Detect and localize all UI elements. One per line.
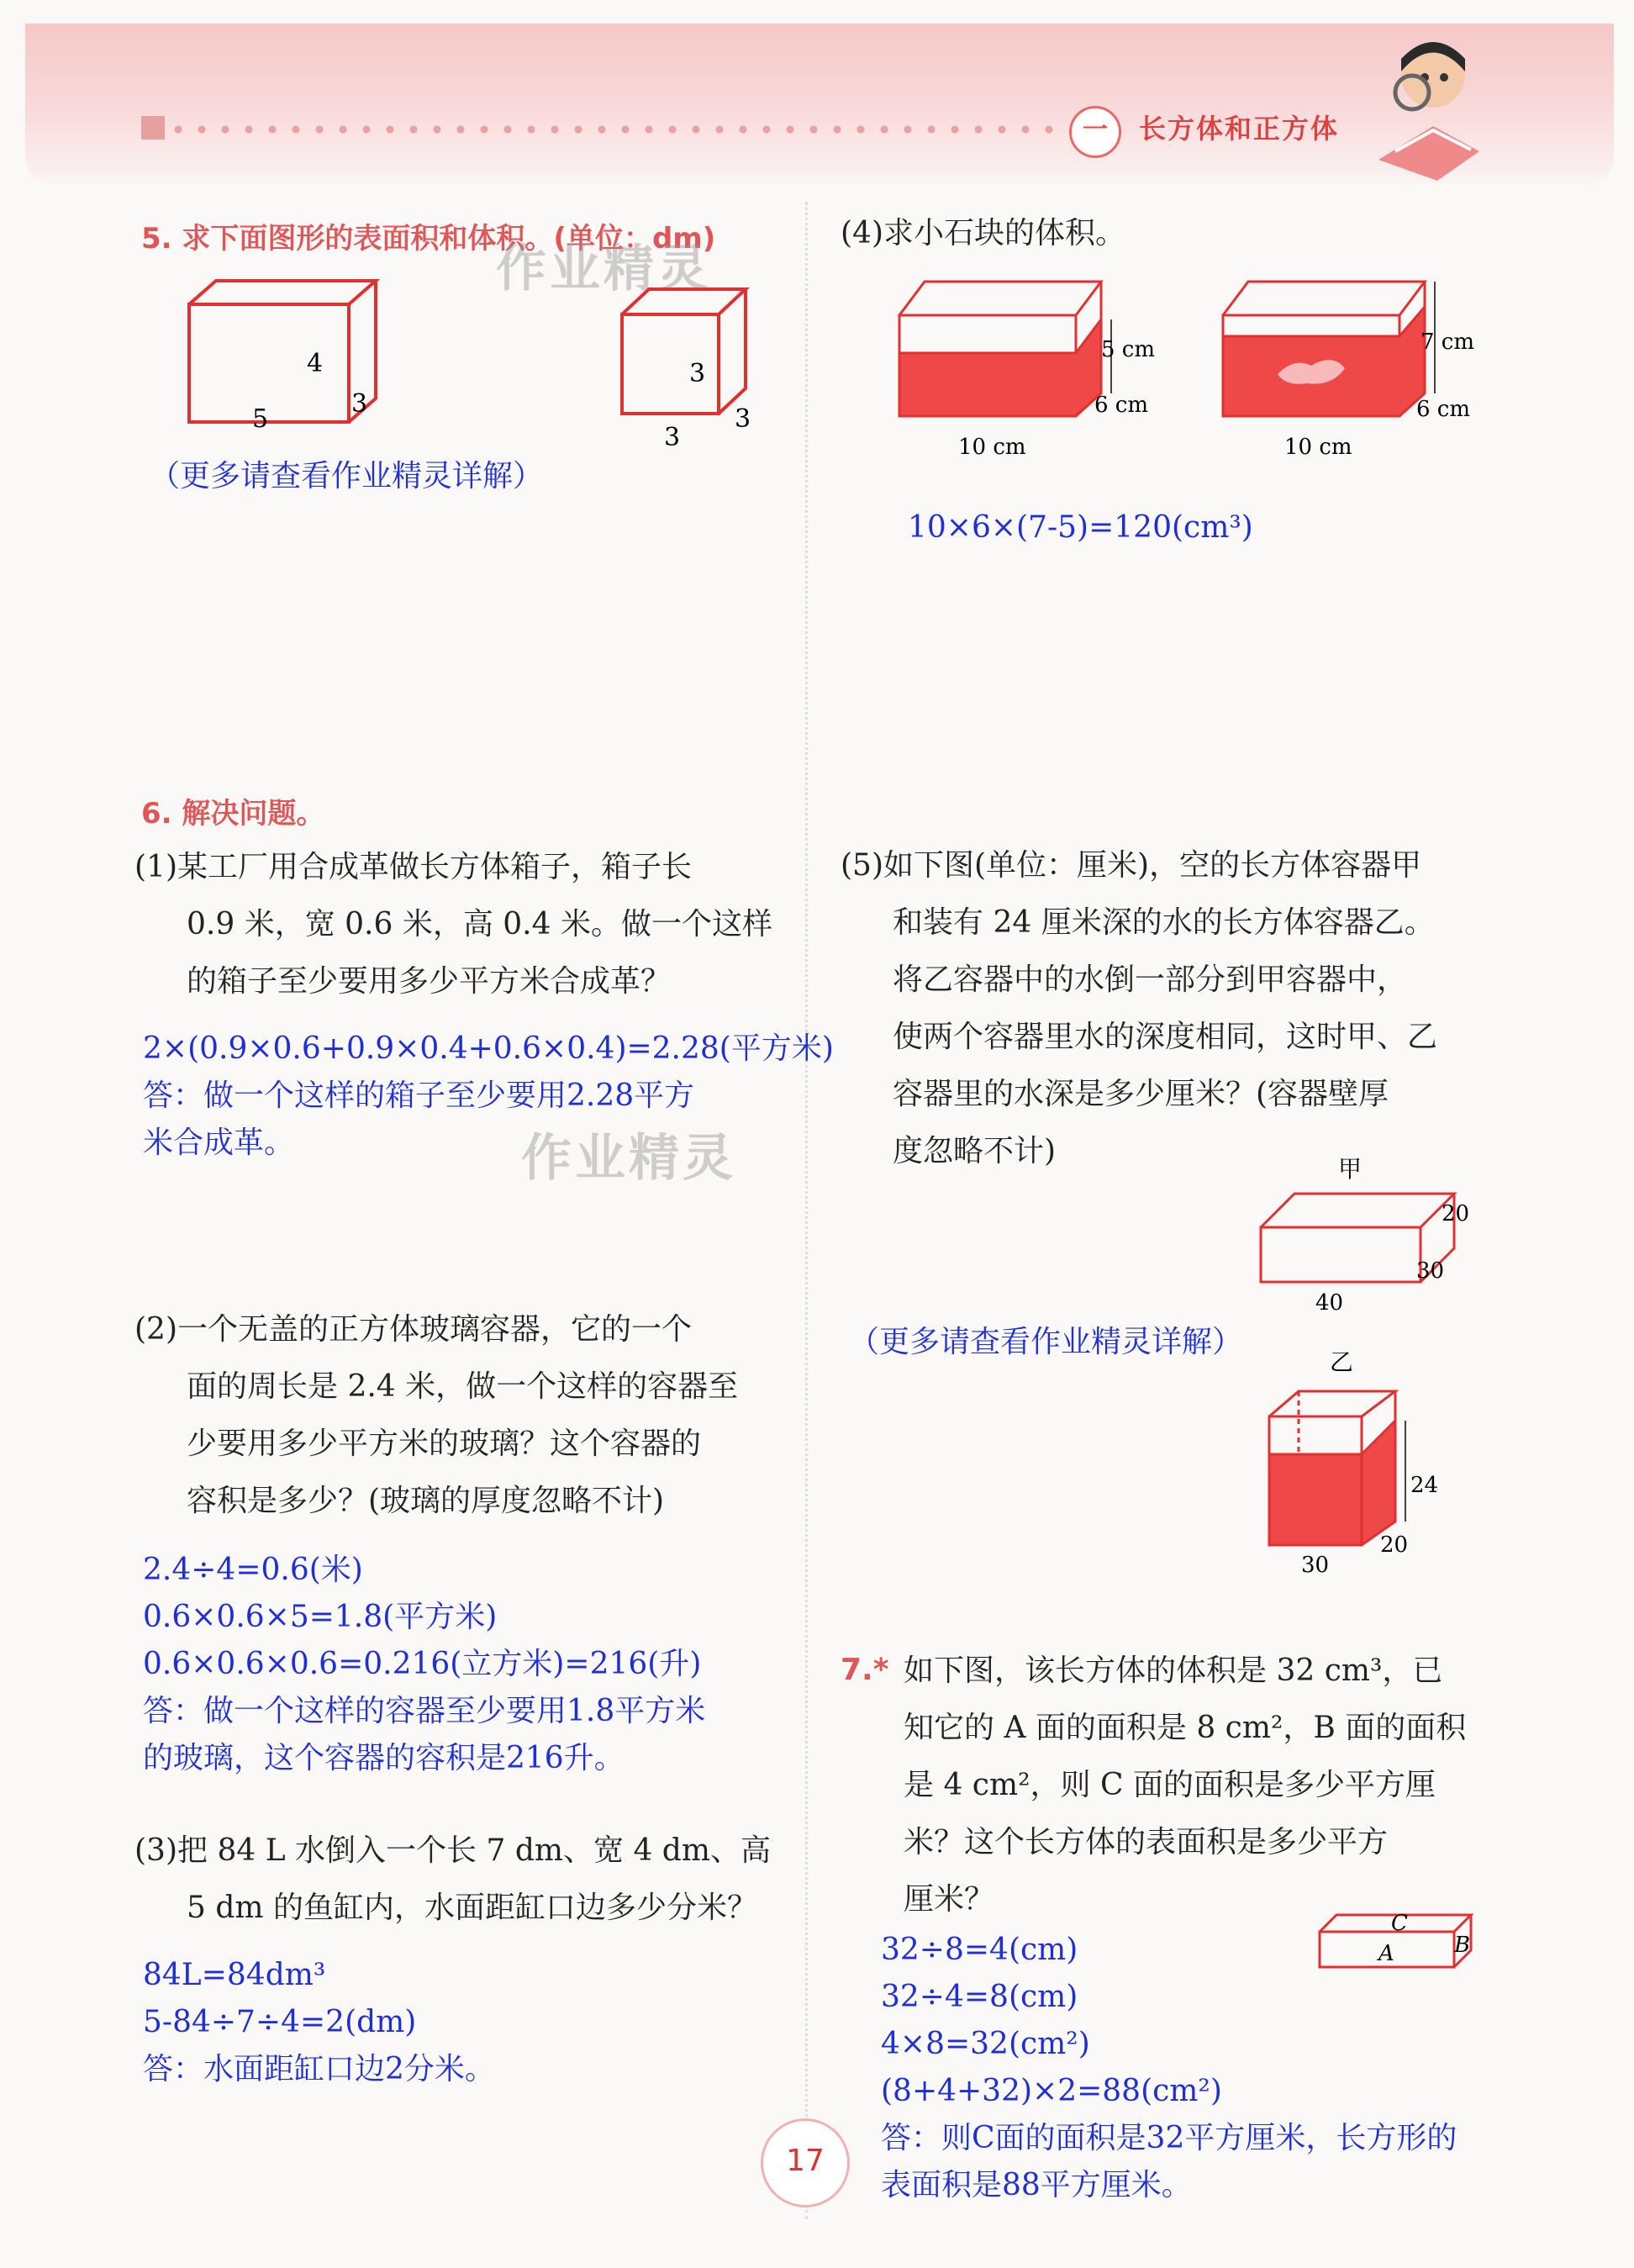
q6-p5-yi-l: 30 — [1301, 1553, 1330, 1578]
q5-fig2-l: 3 — [664, 423, 681, 452]
q6-p4-a-l: 10 cm — [958, 435, 1026, 460]
q7-question: 如下图，该长方体的体积是 32 cm³，已 知它的 A 面的面积是 8 cm²，B 面的面积 是 4 cm²，则 C 面的面积是多少平方厘 米？这个长方体的表面积是多少平方 厘米？ — [904, 1654, 1467, 1917]
q6-p4-b-l: 10 cm — [1284, 435, 1352, 460]
q7-face-a: A — [1378, 1941, 1394, 1966]
q6-p4-figures — [874, 269, 1513, 471]
q7-answer: 32÷8=4(cm) 32÷4=8(cm) 4×8=32(cm²) (8+4+32)×2=88(cm²) 答：则C面的面积是32平方厘米，长方形的 表面积是88平方厘米。 — [881, 1933, 1457, 2202]
reading-girl-illustration — [1362, 25, 1488, 185]
header-dots — [143, 124, 1067, 135]
q7-number: 7.* — [841, 1653, 889, 1687]
q5-title: 5. 求下面图形的表面积和体积。(单位：dm) — [141, 222, 716, 256]
q6-p5-more-link[interactable]: （更多请查看作业精灵详解） — [849, 1325, 1243, 1359]
q6-p5-jia-figure — [1244, 1152, 1496, 1320]
q6-p5-yi-label: 乙 — [1330, 1348, 1354, 1376]
q5-fig2-w: 3 — [735, 404, 751, 434]
watermark-2: 作业精灵 — [521, 1129, 736, 1188]
q5-more-link[interactable]: （更多请查看作业精灵详解） — [150, 459, 544, 493]
watermark: 作业精灵 — [496, 240, 711, 298]
q6-p4-answer: 10×6×(7-5)=120(cm³) — [908, 510, 1253, 545]
q5-fig1-h: 4 — [307, 349, 324, 378]
q6-p2-question: (2)一个无盖的正方体玻璃容器，它的一个 面的周长是 2.4 米，做一个这样的容器至 少要用多少平方米的玻璃？这个容器的 容积是多少？(玻璃的厚度忽略不计) — [134, 1312, 739, 1518]
q6-p5-yi-w: 20 — [1380, 1532, 1409, 1558]
q6-p4-a-w: 6 cm — [1094, 393, 1149, 418]
q6-p3-answer: 84L=84dm³ 5-84÷7÷4=2(dm) 答：水面距缸口边2分米。 — [143, 1958, 495, 2086]
column-divider — [805, 202, 808, 2219]
q6-title: 6. 解决问题。 — [141, 797, 325, 831]
q6-p5-jia-l: 40 — [1315, 1290, 1344, 1316]
page-number: 17 — [761, 2118, 850, 2207]
chapter-title: 长方体和正方体 — [1139, 113, 1340, 145]
q5-fig1-l: 5 — [252, 404, 269, 434]
q6-p3-question: (3)把 84 L 水倒入一个长 7 dm、宽 4 dm、高 5 dm 的鱼缸内，水面距缸口边多少分米？ — [134, 1833, 771, 1925]
q7-face-b: B — [1454, 1933, 1471, 1958]
q6-p5-jia-label: 甲 — [1338, 1155, 1363, 1183]
q5-fig2-h: 3 — [689, 359, 706, 388]
q6-p4-b-w: 6 cm — [1416, 397, 1471, 422]
q6-p5-question: (5)如下图(单位：厘米)，空的长方体容器甲 和装有 24 厘米深的水的长方体容器乙。 将乙容器中的水倒一部分到甲容器中， 使两个容器里水的深度相同，这时甲、乙 容器里的水深是多少厘米？(容器壁厚 度忽略不计) — [841, 848, 1438, 1168]
q5-figures — [177, 277, 765, 454]
q6-p4-b-h: 7 cm — [1421, 330, 1475, 355]
q6-p2-answer: 2.4÷4=0.6(米) 0.6×0.6×5=1.8(平方米) 0.6×0.6×0.6=0.216(立方米)=216(升) 答：做一个这样的容器至少要用1.8平方米 的玻璃，这个容器的容积是216升。 — [143, 1553, 706, 1775]
q6-p5-jia-h: 20 — [1442, 1201, 1470, 1226]
q6-p1-answer: 2×(0.9×0.6+0.9×0.4+0.6×0.4)=2.28(平方米) 答：做一个这样的箱子至少要用2.28平方 米合成革。 — [143, 1031, 834, 1160]
q6-p5-yi-figure — [1252, 1345, 1505, 1580]
q6-p5-jia-w: 30 — [1416, 1258, 1445, 1284]
q5-fig1-w: 3 — [351, 389, 368, 419]
q6-p4-title: (4)求小石块的体积。 — [841, 216, 1125, 251]
q6-p1-question: (1)某工厂用合成革做长方体箱子，箱子长 0.9 米，宽 0.6 米，高 0.4 米。做一个这样 的箱子至少要用多少平方米合成革？ — [134, 850, 772, 999]
q6-p4-a-h: 5 cm — [1101, 337, 1156, 362]
chapter-number: 一 — [1069, 106, 1121, 158]
q6-p5-yi-h: 24 — [1410, 1473, 1439, 1498]
q7-face-c: C — [1391, 1911, 1408, 1936]
